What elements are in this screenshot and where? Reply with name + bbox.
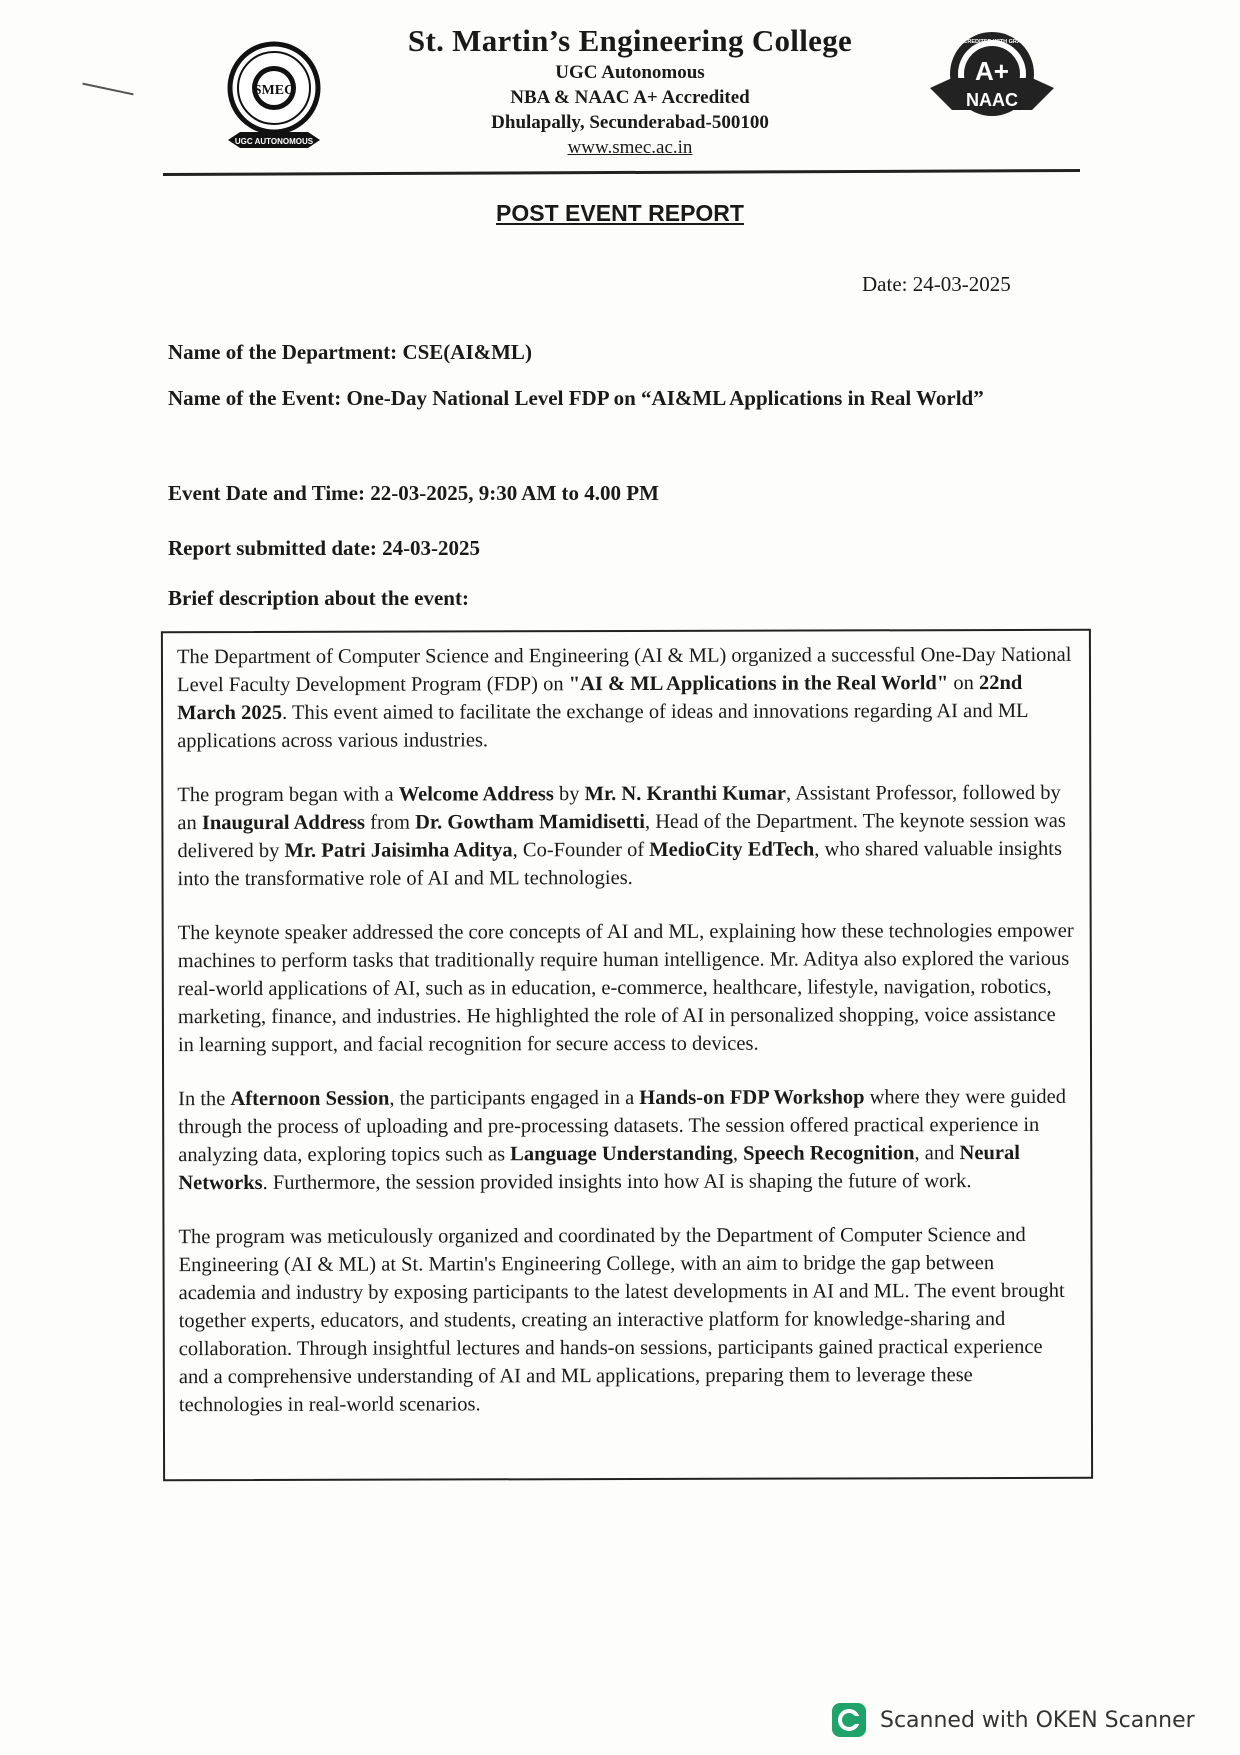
submitted-date-value: 24-03-2025 [382, 536, 481, 560]
college-emblem-logo [218, 36, 330, 162]
pen-mark [82, 83, 133, 96]
submitted-date-label: Report submitted date: [168, 536, 383, 560]
college-header [160, 22, 1080, 172]
event-datetime-label: Event Date and Time: [168, 481, 371, 505]
header-text-block [330, 22, 930, 161]
event-name-value: One-Day National Level FDP on “AI&ML Applications in Real World” [346, 386, 984, 410]
event-description-box [161, 629, 1093, 1481]
description-paragraph-1: The Department of Computer Science and Engineering (AI & ML) organized a successful One-Day National Level Faculty Development Program (FDP) on "AI & ML Applications in the Real World" on 22nd March 2025. This event aimed to facilitate the exchange of ideas and innovations regarding AI and ML applications across various industries. [176, 643, 1072, 753]
report-title: POST EVENT REPORT [496, 200, 744, 226]
naac-grade: A+ [975, 56, 1009, 86]
description-paragraph-5: The program was meticulously organized and coordinated by the Department of Computer Science and Engineering (AI & ML) at St. Martin's Engineering College, with an aim to bridge the gap between academia and industry by exposing participants to the latest developments in AI and ML. The event brought together experts, educators, and students, creating an interactive platform for knowledge-sharing and collaboration. Through insightful lectures and hands-on sessions, participants gained practical experience and a comprehensive understanding of AI and ML applications, preparing them to leverage these technologies in real-world scenarios. [178, 1223, 1065, 1417]
brief-description-label: Brief description about the event: [168, 586, 469, 610]
naac-label: NAAC [966, 90, 1018, 110]
autonomy-status: UGC Autonomous [555, 62, 705, 83]
department-value: CSE(AI&ML) [402, 340, 532, 364]
naac-arc-text: ACCREDITED WITH GRADE [955, 39, 1029, 45]
department-label: Name of the Department: [168, 340, 403, 364]
college-name: St. Martin’s Engineering College [407, 23, 853, 58]
event-datetime-value: 22-03-2025, 9:30 AM to 4.00 PM [370, 481, 659, 505]
event-datetime-field [168, 475, 659, 511]
college-website-link[interactable]: www.smec.ac.in [567, 137, 693, 158]
event-name-label: Name of the Event: [168, 386, 347, 410]
logo-monogram: SMEC [253, 83, 295, 98]
scanner-watermark-text: Scanned with OKEN Scanner [880, 1707, 1195, 1733]
accreditation-status: NBA & NAAC A+ Accredited [510, 87, 750, 108]
description-paragraph-3: The keynote speaker addressed the core concepts of AI and ML, explaining how these technologies empower machines to perform tasks that traditionally require human intelligence. Mr. Aditya also explored the various real-world applications of AI, such as in education, e-commerce, healthcare, lifestyle, navigation, robotics, marketing, finance, and industries. He highlighted the role of AI in personalized shopping, voice assistance in learning support, and facial recognition for secure access to devices. [177, 919, 1074, 1057]
naac-grade-logo [922, 26, 1062, 138]
description-paragraph-2: The program began with a Welcome Address by Mr. N. Kranthi Kumar, Assistant Professor, followed by an Inaugural Address from Dr. Gowtham Mamidisetti, Head of the Department. The keynote session was delivered by Mr. Patri Jaisimha Aditya, Co-Founder of MedioCity EdTech, who shared valuable insights into the transformative role of AI and ML technologies. [177, 781, 1066, 891]
description-paragraph-4: In the Afternoon Session, the participants engaged in a Hands-on FDP Workshop where they were guided through the process of uploading and pre-processing datasets. The session offered practical experience in analyzing data, exploring topics such as Language Understanding, Speech Recognition, and Neural Networks. Furthermore, the session provided insights into how AI is shaping the future of work. [178, 1085, 1067, 1195]
logo-banner-text: UGC AUTONOMOUS [234, 137, 314, 146]
report-date: Date: 24-03-2025 [862, 272, 1011, 296]
department-field [168, 334, 532, 370]
oken-scanner-logo-icon [832, 1703, 866, 1737]
event-name-field [168, 380, 1048, 416]
college-address: Dhulapally, Secunderabad-500100 [491, 112, 769, 133]
scanner-watermark [832, 1700, 1195, 1740]
submitted-date-field [168, 530, 480, 566]
